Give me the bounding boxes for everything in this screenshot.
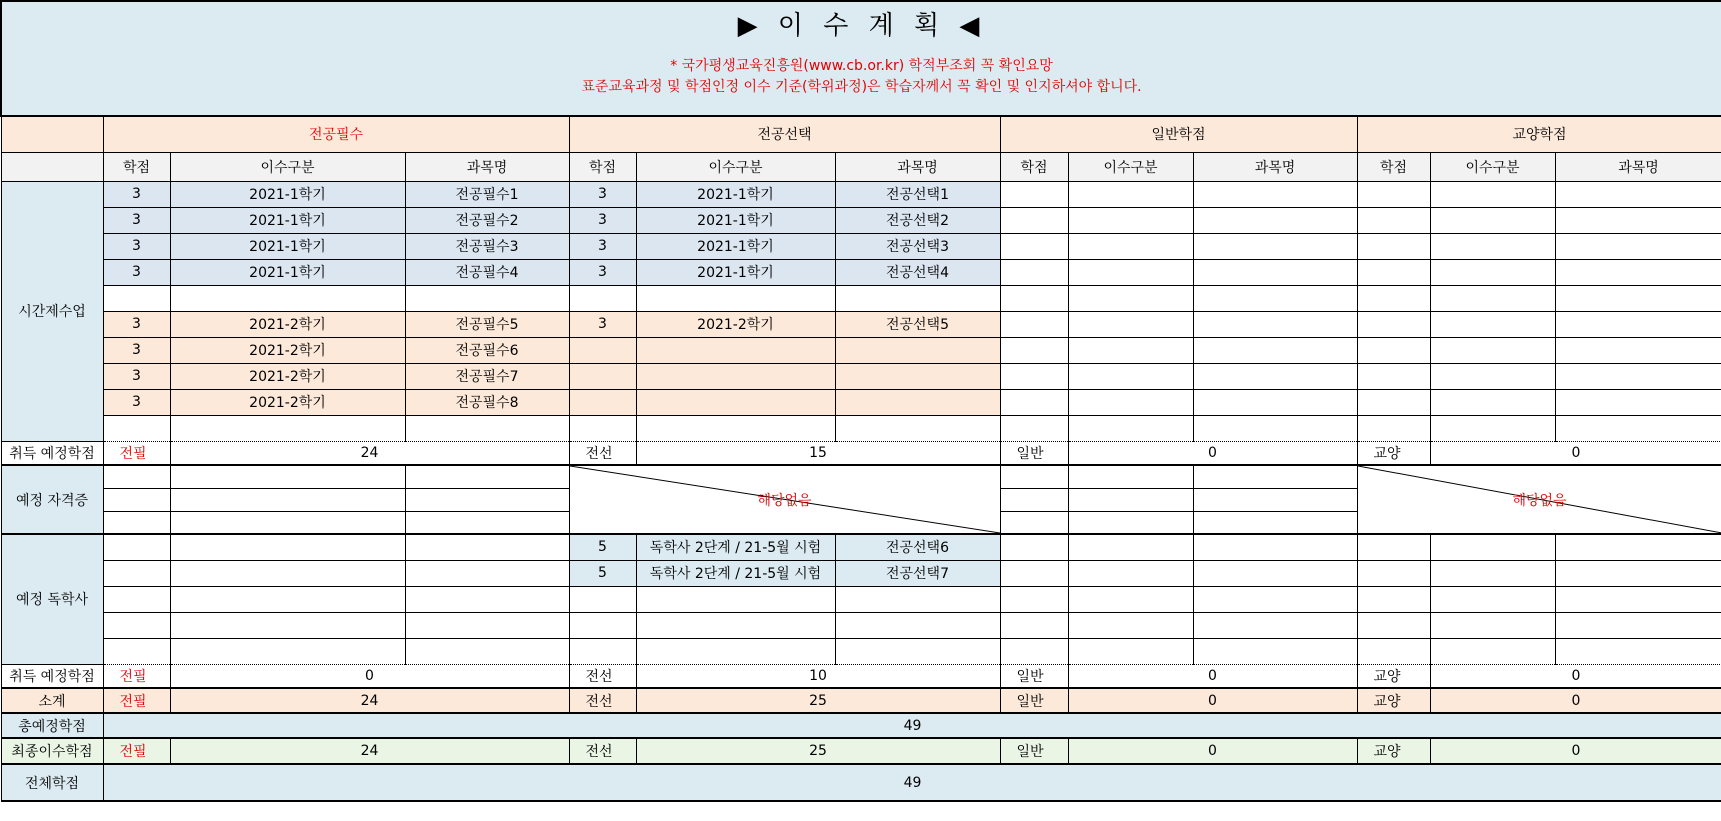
empty-cell[interactable] (1357, 311, 1430, 337)
credit-cell[interactable] (569, 586, 636, 612)
credit-cell[interactable]: 3 (103, 207, 170, 233)
category-major-selective: 전공선택 (569, 116, 1000, 152)
empty-cell[interactable] (1430, 638, 1555, 664)
empty-cell[interactable] (1357, 259, 1430, 285)
notice-line-2: 표준교육과정 및 학점인정 이수 기준(학위과정)은 학습자께서 꼭 확인 및 인지하셔야 합니다. (581, 79, 1142, 95)
credit-cell[interactable]: 3 (103, 389, 170, 415)
abbr-liberal: 교양 (1357, 688, 1430, 713)
empty-cell[interactable] (1357, 285, 1430, 311)
abbr-major-sel: 전선 (569, 738, 636, 764)
empty-cell[interactable] (1193, 207, 1357, 233)
col-header-subject: 과목명 (405, 152, 569, 181)
page-title: ▶ 이 수 계 획 ◀ (737, 11, 986, 41)
empty-cell[interactable] (1000, 363, 1068, 389)
subject-cell[interactable] (405, 415, 569, 441)
semester-cell[interactable]: 2021-2학기 (636, 311, 835, 337)
empty-cell[interactable] (1000, 511, 1068, 534)
empty-cell[interactable] (1430, 534, 1555, 560)
empty-cell[interactable] (1555, 638, 1721, 664)
empty-cell[interactable] (1555, 389, 1721, 415)
value-major-req: 0 (170, 664, 569, 688)
empty-cell[interactable] (1430, 415, 1555, 441)
empty-cell[interactable] (405, 560, 569, 586)
empty-cell[interactable] (1000, 285, 1068, 311)
not-applicable-text: 해당없음 (757, 492, 812, 509)
empty-cell[interactable] (1430, 586, 1555, 612)
empty-cell[interactable] (1000, 415, 1068, 441)
empty-cell[interactable] (1555, 612, 1721, 638)
semester-cell[interactable]: 2021-2학기 (170, 363, 405, 389)
not-applicable-major-selective (569, 465, 1000, 534)
credit-cell[interactable]: 5 (569, 560, 636, 586)
empty-cell[interactable] (1193, 511, 1357, 534)
value-liberal: 0 (1430, 441, 1721, 465)
abbr-major-req: 전필 (103, 688, 170, 713)
total-expected-value: 49 (103, 713, 1721, 738)
empty-cell[interactable] (170, 511, 405, 534)
subject-cell[interactable] (835, 612, 1000, 638)
empty-cell[interactable] (405, 612, 569, 638)
empty-cell[interactable] (103, 638, 170, 664)
empty-cell[interactable] (1193, 488, 1357, 511)
empty-cell[interactable] (1068, 511, 1193, 534)
credit-cell[interactable] (569, 389, 636, 415)
col-header-subject: 과목명 (1193, 152, 1357, 181)
credit-cell[interactable]: 3 (103, 337, 170, 363)
empty-cell[interactable] (405, 488, 569, 511)
empty-cell[interactable] (1068, 285, 1193, 311)
empty-cell[interactable] (1193, 586, 1357, 612)
row-label-subtotal: 소계 (1, 688, 103, 713)
empty-cell[interactable] (1193, 465, 1357, 488)
abbr-liberal: 교양 (1357, 441, 1430, 465)
credit-cell[interactable]: 3 (569, 181, 636, 207)
empty-cell[interactable] (1357, 233, 1430, 259)
credit-cell[interactable] (103, 285, 170, 311)
empty-cell[interactable] (1068, 465, 1193, 488)
empty-cell[interactable] (103, 534, 170, 560)
credit-cell[interactable]: 3 (569, 233, 636, 259)
empty-cell[interactable] (1430, 337, 1555, 363)
empty-cell[interactable] (1000, 311, 1068, 337)
category-major-required: 전공필수 (103, 116, 569, 152)
empty-cell[interactable] (1555, 233, 1721, 259)
semester-cell[interactable] (170, 285, 405, 311)
empty-cell[interactable] (1193, 311, 1357, 337)
credit-cell[interactable]: 3 (569, 259, 636, 285)
row-label-parttime: 시간제수업 (1, 181, 103, 441)
credit-cell[interactable]: 5 (569, 534, 636, 560)
empty-cell[interactable] (1068, 612, 1193, 638)
value-major-req: 24 (170, 688, 569, 713)
corner-cell (1, 116, 103, 152)
value-major-sel: 10 (636, 664, 1000, 688)
row-label-final: 최종이수학점 (1, 738, 103, 764)
abbr-major-req: 전필 (103, 664, 170, 688)
empty-cell[interactable] (1000, 465, 1068, 488)
empty-cell[interactable] (103, 612, 170, 638)
empty-cell[interactable] (1357, 560, 1430, 586)
col-header-credit: 학점 (1000, 152, 1068, 181)
empty-cell[interactable] (1068, 415, 1193, 441)
empty-cell[interactable] (1555, 259, 1721, 285)
empty-cell[interactable] (1555, 285, 1721, 311)
credit-cell[interactable] (569, 638, 636, 664)
subject-cell[interactable]: 전공필수7 (405, 363, 569, 389)
empty-cell[interactable] (170, 534, 405, 560)
credit-cell[interactable] (569, 612, 636, 638)
empty-cell[interactable] (1357, 337, 1430, 363)
row-label-total-expected: 총예정학점 (1, 713, 103, 738)
abbr-major-sel: 전선 (569, 688, 636, 713)
subject-cell[interactable]: 전공필수6 (405, 337, 569, 363)
empty-cell[interactable] (1555, 337, 1721, 363)
empty-cell[interactable] (1193, 181, 1357, 207)
semester-cell[interactable]: 2021-1학기 (636, 181, 835, 207)
header-blank (1, 152, 103, 181)
empty-cell[interactable] (1068, 488, 1193, 511)
empty-cell[interactable] (405, 511, 569, 534)
credit-cell[interactable]: 3 (103, 259, 170, 285)
empty-cell[interactable] (1000, 389, 1068, 415)
empty-cell[interactable] (1555, 586, 1721, 612)
empty-cell[interactable] (103, 560, 170, 586)
empty-cell[interactable] (1000, 560, 1068, 586)
credit-cell[interactable]: 3 (103, 363, 170, 389)
empty-cell[interactable] (1193, 415, 1357, 441)
credit-cell[interactable]: 3 (569, 207, 636, 233)
subject-cell[interactable] (835, 363, 1000, 389)
semester-cell[interactable] (636, 638, 835, 664)
credit-cell[interactable] (569, 337, 636, 363)
value-major-sel: 15 (636, 441, 1000, 465)
title-block (1, 1, 1721, 116)
empty-cell[interactable] (1068, 534, 1193, 560)
empty-cell[interactable] (1000, 181, 1068, 207)
row-label-expected-credit: 취득 예정학점 (1, 441, 103, 465)
empty-cell[interactable] (1555, 311, 1721, 337)
empty-cell[interactable] (1555, 415, 1721, 441)
abbr-major-sel: 전선 (569, 664, 636, 688)
empty-cell[interactable] (1357, 638, 1430, 664)
empty-cell[interactable] (1357, 612, 1430, 638)
empty-cell[interactable] (1430, 285, 1555, 311)
subject-cell[interactable]: 전공선택3 (835, 233, 1000, 259)
empty-cell[interactable] (1357, 415, 1430, 441)
empty-cell[interactable] (1193, 534, 1357, 560)
empty-cell[interactable] (405, 534, 569, 560)
value-major-req: 24 (170, 441, 569, 465)
empty-cell[interactable] (1000, 259, 1068, 285)
empty-cell[interactable] (1000, 337, 1068, 363)
semester-cell[interactable] (636, 586, 835, 612)
subject-cell[interactable] (835, 638, 1000, 664)
empty-cell[interactable] (1430, 207, 1555, 233)
subject-cell[interactable]: 전공선택2 (835, 207, 1000, 233)
semester-cell[interactable]: 2021-1학기 (170, 233, 405, 259)
subject-cell[interactable]: 전공필수1 (405, 181, 569, 207)
semester-cell[interactable]: 독학사 2단계 / 21-5월 시험 (636, 560, 835, 586)
abbr-liberal: 교양 (1357, 738, 1430, 764)
value-general: 0 (1068, 664, 1357, 688)
subject-cell[interactable]: 전공선택4 (835, 259, 1000, 285)
semester-cell[interactable]: 2021-2학기 (170, 389, 405, 415)
empty-cell[interactable] (170, 586, 405, 612)
not-applicable-text: 해당없음 (1512, 492, 1567, 509)
semester-cell[interactable] (636, 285, 835, 311)
value-major-req: 24 (170, 738, 569, 764)
row-label-dokhaksa: 예정 독학사 (1, 534, 103, 664)
value-general: 0 (1068, 738, 1357, 764)
semester-cell[interactable]: 2021-2학기 (170, 337, 405, 363)
value-major-sel: 25 (636, 688, 1000, 713)
abbr-general: 일반 (1000, 688, 1068, 713)
empty-cell[interactable] (1555, 560, 1721, 586)
empty-cell[interactable] (170, 488, 405, 511)
value-liberal: 0 (1430, 688, 1721, 713)
col-header-credit: 학점 (569, 152, 636, 181)
subject-cell[interactable]: 전공선택1 (835, 181, 1000, 207)
semester-cell[interactable]: 2021-2학기 (170, 311, 405, 337)
empty-cell[interactable] (103, 511, 170, 534)
category-general: 일반학점 (1000, 116, 1357, 152)
semester-cell[interactable]: 독학사 2단계 / 21-5월 시험 (636, 534, 835, 560)
empty-cell[interactable] (1000, 638, 1068, 664)
value-liberal: 0 (1430, 664, 1721, 688)
col-header-semester: 이수구분 (1430, 152, 1555, 181)
empty-cell[interactable] (1000, 612, 1068, 638)
semester-cell[interactable] (636, 337, 835, 363)
empty-cell[interactable] (1068, 259, 1193, 285)
empty-cell[interactable] (1193, 638, 1357, 664)
empty-cell[interactable] (1068, 233, 1193, 259)
empty-cell[interactable] (1068, 389, 1193, 415)
empty-cell[interactable] (405, 638, 569, 664)
credit-cell[interactable] (569, 363, 636, 389)
semester-cell[interactable] (636, 389, 835, 415)
empty-cell[interactable] (1068, 181, 1193, 207)
subject-cell[interactable]: 전공필수4 (405, 259, 569, 285)
empty-cell[interactable] (170, 560, 405, 586)
value-general: 0 (1068, 688, 1357, 713)
credit-cell[interactable] (569, 415, 636, 441)
col-header-credit: 학점 (1357, 152, 1430, 181)
subject-cell[interactable]: 전공선택6 (835, 534, 1000, 560)
value-liberal: 0 (1430, 738, 1721, 764)
empty-cell[interactable] (103, 586, 170, 612)
credit-cell[interactable]: 3 (103, 233, 170, 259)
empty-cell[interactable] (1068, 363, 1193, 389)
empty-cell[interactable] (1430, 233, 1555, 259)
empty-cell[interactable] (1193, 560, 1357, 586)
row-label-certificate: 예정 자격증 (1, 465, 103, 534)
abbr-general: 일반 (1000, 738, 1068, 764)
semester-cell[interactable]: 2021-1학기 (636, 259, 835, 285)
empty-cell[interactable] (1000, 207, 1068, 233)
empty-cell[interactable] (1000, 534, 1068, 560)
category-liberal: 교양학점 (1357, 116, 1721, 152)
empty-cell[interactable] (1357, 207, 1430, 233)
empty-cell[interactable] (1555, 534, 1721, 560)
empty-cell[interactable] (1193, 363, 1357, 389)
empty-cell[interactable] (1555, 363, 1721, 389)
empty-cell[interactable] (1555, 207, 1721, 233)
empty-cell[interactable] (1430, 259, 1555, 285)
empty-cell[interactable] (170, 612, 405, 638)
abbr-general: 일반 (1000, 664, 1068, 688)
semester-cell[interactable] (636, 363, 835, 389)
subject-cell[interactable] (405, 285, 569, 311)
semester-cell[interactable]: 2021-1학기 (636, 233, 835, 259)
subject-cell[interactable] (835, 337, 1000, 363)
empty-cell[interactable] (1068, 337, 1193, 363)
semester-cell[interactable] (636, 415, 835, 441)
empty-cell[interactable] (405, 586, 569, 612)
abbr-general: 일반 (1000, 441, 1068, 465)
subject-cell[interactable] (835, 586, 1000, 612)
empty-cell[interactable] (1193, 233, 1357, 259)
empty-cell[interactable] (1000, 488, 1068, 511)
semester-cell[interactable]: 2021-1학기 (170, 207, 405, 233)
abbr-major-req: 전필 (103, 738, 170, 764)
row-label-expected-credit: 취득 예정학점 (1, 664, 103, 688)
semester-cell[interactable]: 2021-1학기 (170, 259, 405, 285)
empty-cell[interactable] (170, 638, 405, 664)
semester-cell[interactable]: 2021-1학기 (170, 181, 405, 207)
semester-cell[interactable]: 2021-1학기 (636, 207, 835, 233)
row-label-all: 전체학점 (1, 764, 103, 801)
value-major-sel: 25 (636, 738, 1000, 764)
subject-cell[interactable] (835, 389, 1000, 415)
empty-cell[interactable] (1357, 363, 1430, 389)
subject-cell[interactable]: 전공선택5 (835, 311, 1000, 337)
empty-cell[interactable] (1430, 560, 1555, 586)
subject-cell[interactable]: 전공필수5 (405, 311, 569, 337)
abbr-liberal: 교양 (1357, 664, 1430, 688)
empty-cell[interactable] (1068, 586, 1193, 612)
empty-cell[interactable] (1193, 612, 1357, 638)
credit-cell[interactable] (103, 415, 170, 441)
empty-cell[interactable] (1193, 285, 1357, 311)
empty-cell[interactable] (1555, 181, 1721, 207)
empty-cell[interactable] (1193, 259, 1357, 285)
credit-cell[interactable]: 3 (103, 311, 170, 337)
abbr-major-sel: 전선 (569, 441, 636, 465)
empty-cell[interactable] (1000, 586, 1068, 612)
credit-cell[interactable] (569, 285, 636, 311)
empty-cell[interactable] (1357, 389, 1430, 415)
col-header-subject: 과목명 (1555, 152, 1721, 181)
empty-cell[interactable] (1357, 181, 1430, 207)
empty-cell[interactable] (1430, 612, 1555, 638)
empty-cell[interactable] (1357, 586, 1430, 612)
all-credits-value: 49 (103, 764, 1721, 801)
empty-cell[interactable] (1068, 560, 1193, 586)
empty-cell[interactable] (1430, 363, 1555, 389)
empty-cell[interactable] (1000, 233, 1068, 259)
notice-line-1: * 국가평생교육진흥원(www.cb.or.kr) 학적부조회 꼭 확인요망 (670, 58, 1053, 74)
not-applicable-liberal (1357, 465, 1721, 534)
col-header-credit: 학점 (103, 152, 170, 181)
subject-cell[interactable]: 전공필수3 (405, 233, 569, 259)
subject-cell[interactable]: 전공필수2 (405, 207, 569, 233)
semester-cell[interactable] (170, 415, 405, 441)
col-header-subject: 과목명 (835, 152, 1000, 181)
empty-cell[interactable] (170, 465, 405, 488)
subject-cell[interactable] (835, 285, 1000, 311)
subject-cell[interactable]: 전공선택7 (835, 560, 1000, 586)
value-general: 0 (1068, 441, 1357, 465)
col-header-semester: 이수구분 (636, 152, 835, 181)
credit-cell[interactable]: 3 (569, 311, 636, 337)
credit-cell[interactable]: 3 (103, 181, 170, 207)
empty-cell[interactable] (103, 465, 170, 488)
empty-cell[interactable] (1068, 311, 1193, 337)
empty-cell[interactable] (1430, 181, 1555, 207)
subject-cell[interactable]: 전공필수8 (405, 389, 569, 415)
empty-cell[interactable] (1357, 534, 1430, 560)
abbr-major-req: 전필 (103, 441, 170, 465)
empty-cell[interactable] (1430, 311, 1555, 337)
semester-cell[interactable] (636, 612, 835, 638)
empty-cell[interactable] (405, 465, 569, 488)
empty-cell[interactable] (1430, 389, 1555, 415)
empty-cell[interactable] (1068, 207, 1193, 233)
empty-cell[interactable] (1193, 389, 1357, 415)
empty-cell[interactable] (103, 488, 170, 511)
subject-cell[interactable] (835, 415, 1000, 441)
col-header-semester: 이수구분 (170, 152, 405, 181)
col-header-semester: 이수구분 (1068, 152, 1193, 181)
empty-cell[interactable] (1193, 337, 1357, 363)
empty-cell[interactable] (1068, 638, 1193, 664)
